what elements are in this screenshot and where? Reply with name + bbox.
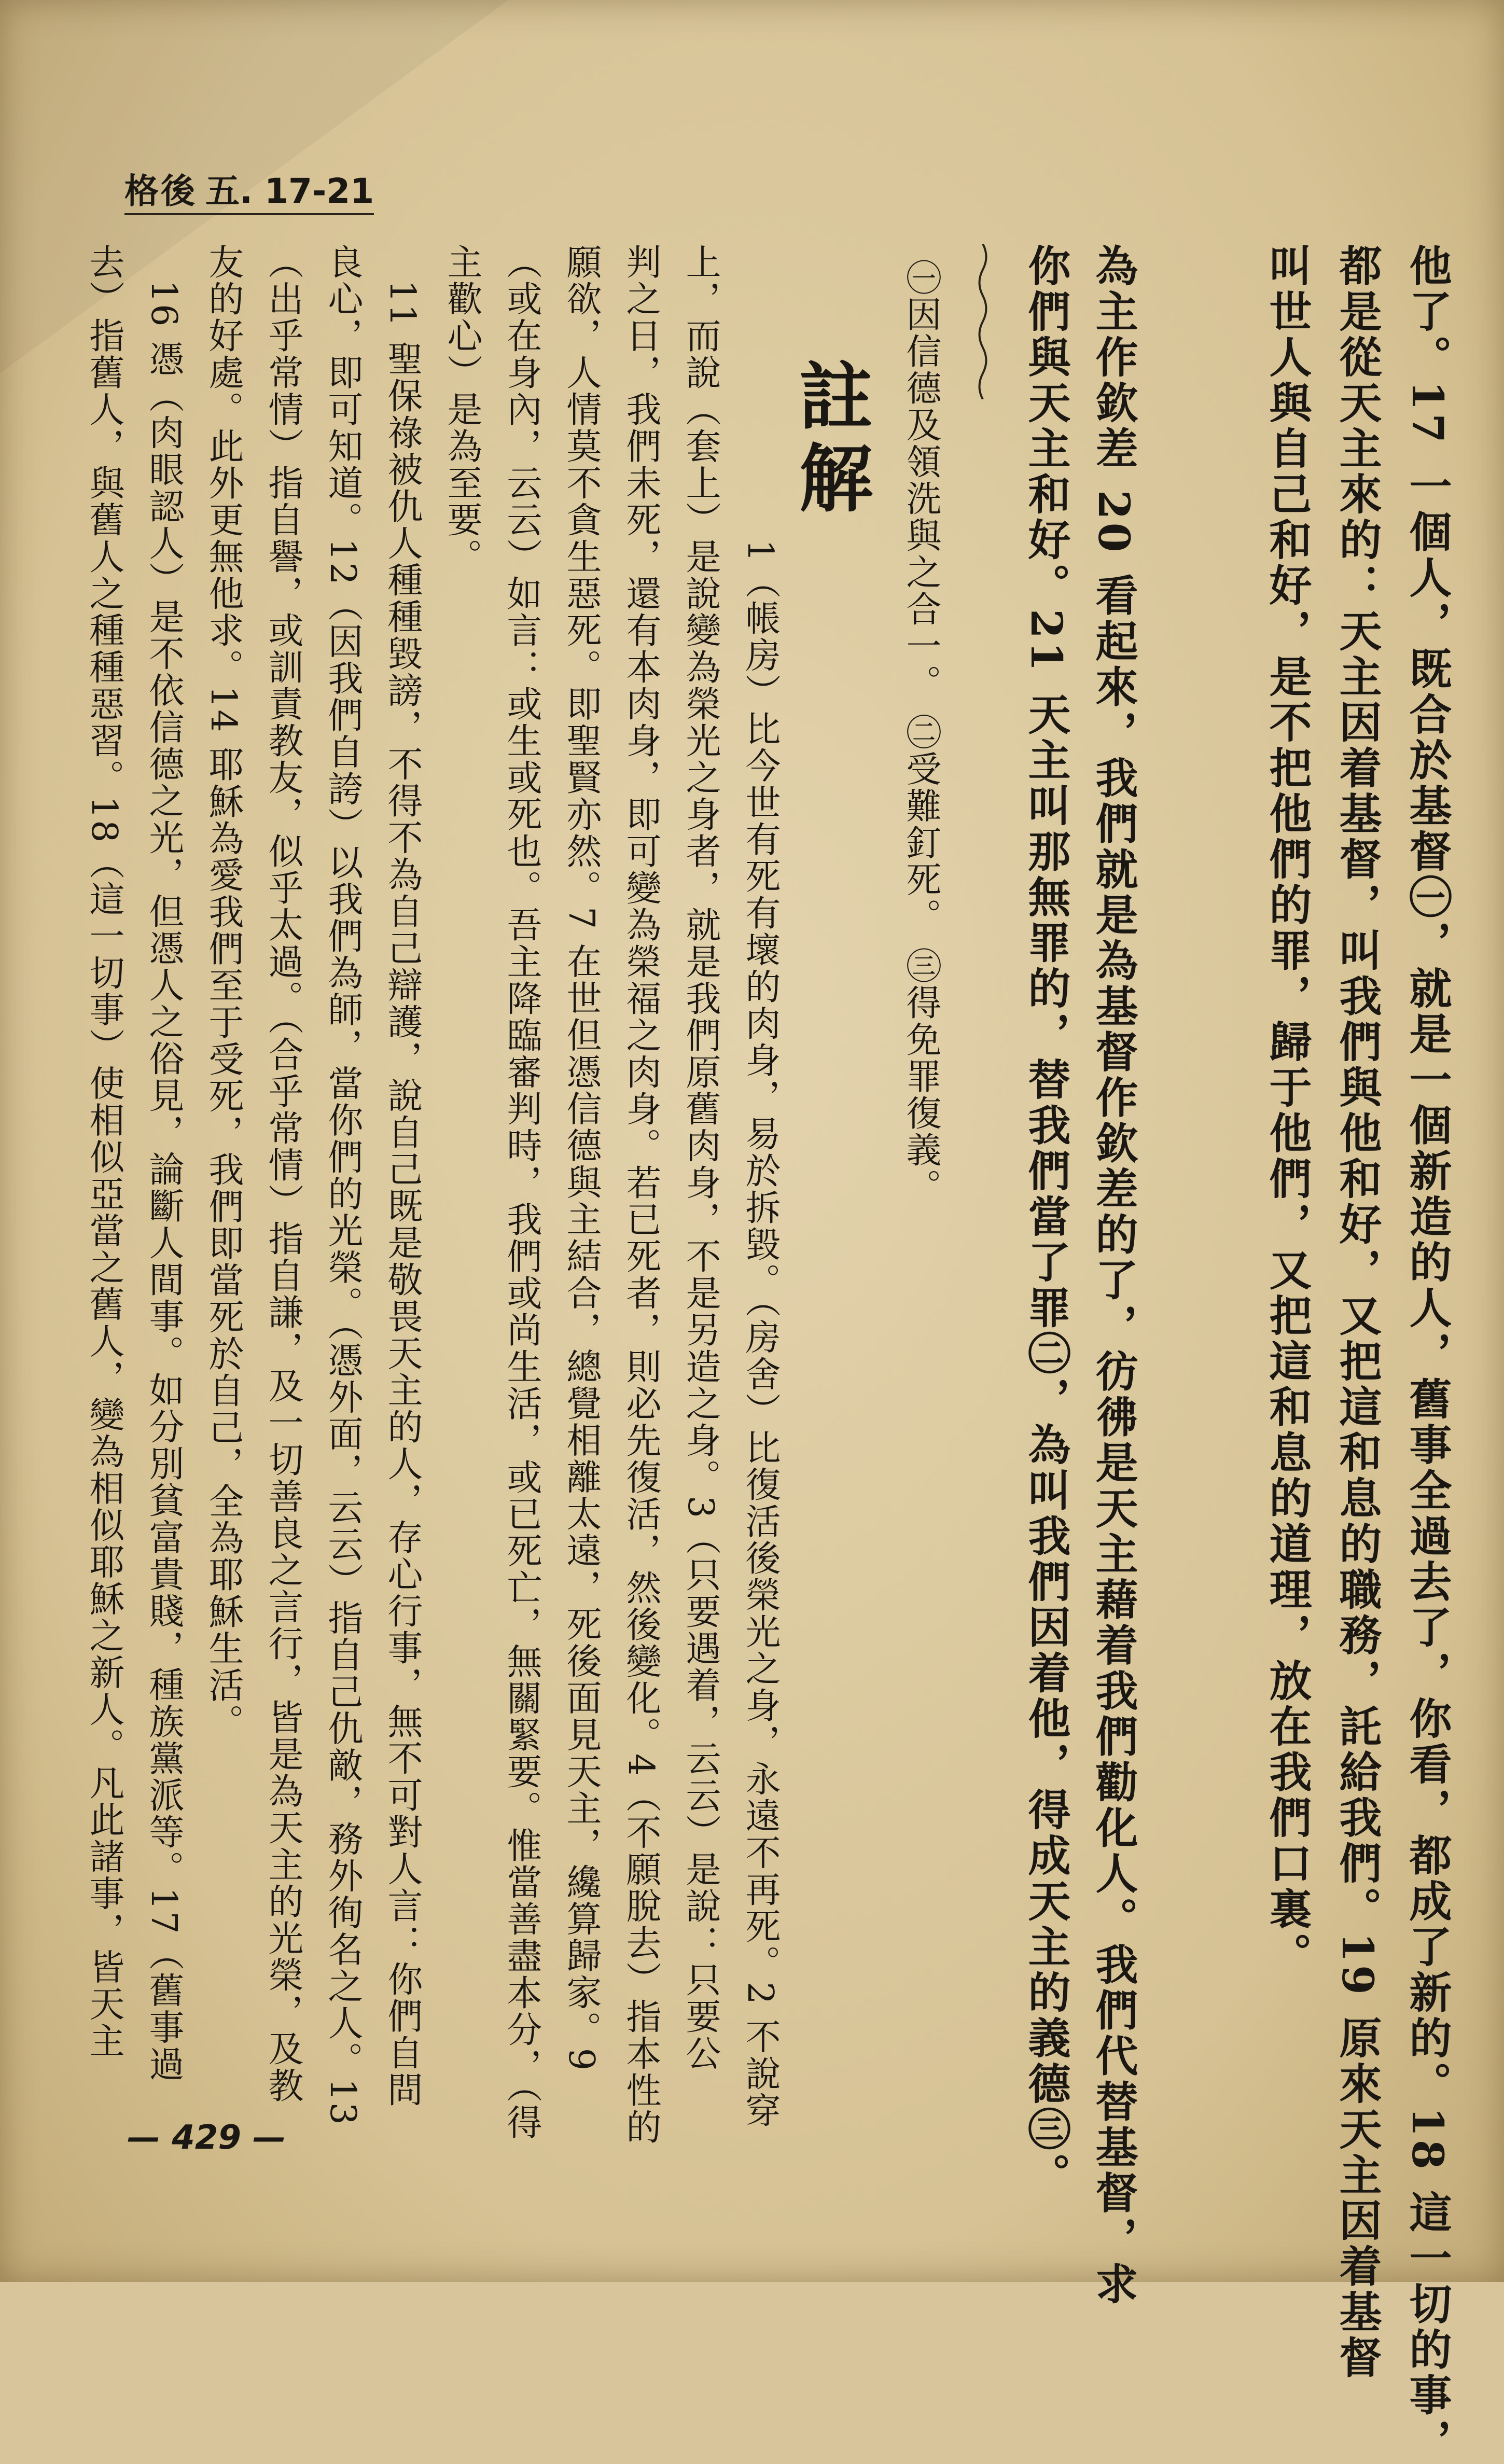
note-line-1: 1（帳房）比今世有死有壞的肉身，易於拆毀。（房舍）比復活後榮光之身，永遠不再死。2 不說穿 bbox=[740, 539, 781, 2129]
note-line-12: 去）指舊人，與舊人之種種惡習。18（這一切事）使相似亞當之舊人，變為相似耶穌之新人。凡此諸事，皆天主 bbox=[83, 244, 124, 2059]
note-line-2: 上，而說（套上）是說變為榮光之身者，就是我們原舊肉身，不是另造之身。3（只要遇着，云云）是說：只要公 bbox=[680, 244, 721, 2072]
note-line-9: （出乎常情）指自譽，或訓責教友，似乎太過。（合乎常情）指自謙，及一切善良之言行，皆是為天主的光榮，及教 bbox=[262, 244, 303, 2104]
note-line-3: 判之日，我們未死，還有本肉身，即可變為榮福之肉身。若已死者，則必先復活，然後變化。4（不願脫去）指本性的 bbox=[620, 244, 661, 2146]
note-line-8: 良心，即可知道。12（因我們自誇）以我們為師，當你們的光榮。（憑外面，云云）指自己仇敵，務外徇名之人。13 bbox=[322, 244, 363, 2127]
note-line-5: （或在身內，云云）如言：或生或死也。吾主降臨審判時，我們或尚生活，或已死亡，無關緊要。惟當善盡本分，（得 bbox=[501, 244, 542, 2141]
running-header bbox=[124, 163, 374, 215]
separator-wave-icon bbox=[975, 244, 991, 399]
header-reference: 五. 17-21 bbox=[205, 171, 374, 211]
note-line-11: 16 憑（肉眼認人）是不依信德之光，但憑人之俗見，論斷人間事。如分別貧富貴賤，種族黨派等。17（舊事過 bbox=[143, 280, 184, 2083]
body-line-1: 他了。17 一個人，既合於基督㊀，就是一個新造的人，舊事全過去了，你看，都成了新的。18 這一切的事， bbox=[1402, 244, 1452, 2464]
page-number: — 429 — bbox=[127, 2119, 286, 2157]
body-line-4: 為主作欽差 20 看起來，我們就是為基督作欽差的了，彷彿是天主藉着我們勸化人。我們代替基督，求 bbox=[1089, 244, 1138, 2308]
note-line-10: 友的好處。此外更無他求。14 耶穌為愛我們至于受死，我們即當死於自己，全為耶穌生活。 bbox=[203, 244, 244, 1741]
body-line-2: 都是從天主來的：天主因着基督，叫我們與他和好，又把這和息的職務，託給我們。19 原來天主因着基督 bbox=[1332, 244, 1382, 2381]
note-line-7: 11 聖保祿被仇人種種毀謗，不得不為自己辯護，說自己既是敬畏天主的人，存心行事，無不可對人言：你們自問 bbox=[382, 280, 423, 2109]
body-line-3: 叫世人與自己和好，是不把他們的罪，歸于他們，又把這和息的道理，放在我們口裏。 bbox=[1262, 244, 1312, 1978]
notes-title: 註解 bbox=[787, 358, 873, 522]
body-line-5: 你們與天主和好。21 天主叫那無罪的，替我們當了罪㊁，為叫我們因着他，得成天主的義德㊂。 bbox=[1021, 244, 1071, 2198]
note-line-6: 主歡心）是為至要。 bbox=[441, 244, 482, 575]
note-line-4: 願欲，人情莫不貪生惡死。即聖賢亦然。7 在世但憑信德與主結合，總覺相離太遠，死後面見天主，纔算歸家。9 bbox=[561, 244, 602, 2072]
footnotes: ㊀因信德及領洗與之合一。 ㊁受難釘死。 ㊂得免罪復義。 bbox=[900, 259, 941, 1206]
header-book: 格後 bbox=[124, 171, 197, 211]
